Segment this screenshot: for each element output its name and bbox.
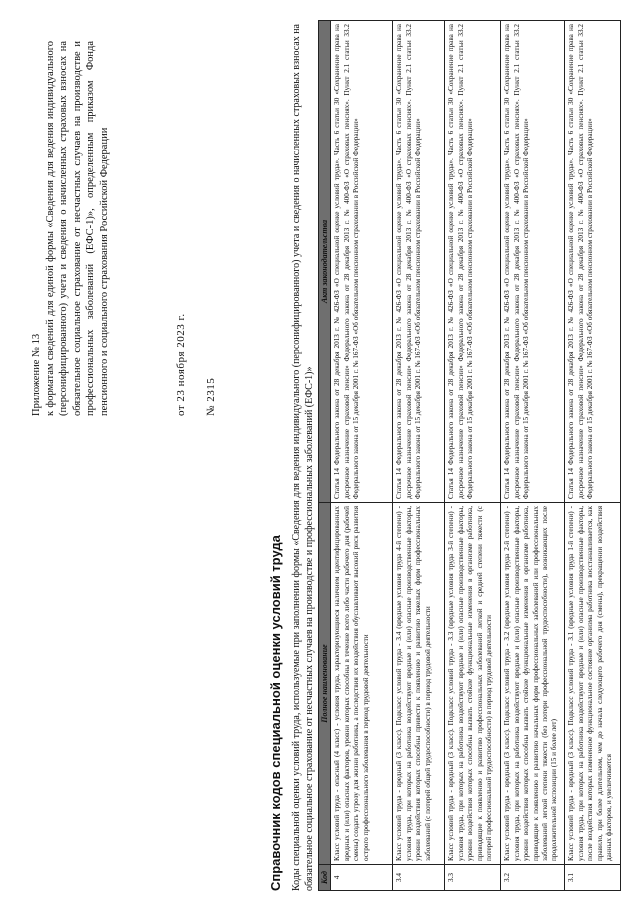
column-header-code: Код <box>319 865 331 891</box>
column-header-name: Полное наименование <box>319 503 331 865</box>
row-name: Класс условий труда - вредный (3 класс). Подкласс условий труда - 3.2 (вредные условия труда 2-й степени) - условия труда, при которых на работника воздействуют вредные и (или) опасные производственные факторы, уровни воздействия которых способны вызвать стойкие функциональные изменения в организме работника, приводящие к появлению и развитию начальных форм профессиональных заболеваний или профессиональных заболеваний легкой степени тяжести (без потери профессиональной трудоспособности), возникающих после продолжительной экспозиции (15 и более лет) <box>501 503 565 865</box>
appendix-label: Приложение № 13 <box>31 333 42 416</box>
row-code: 3.1 <box>565 865 621 891</box>
row-legal: Статья 14 Федерального закона от 28 декабря 2013 г. № 426-ФЗ «О специальной оценке условий труда». Часть 6 статьи 30 «Сохранение права на досрочное назначение страховой пенсии» Федерального закона от 28 декабря 2013 г. № 400-ФЗ «О страховых пенсиях». Пункт 2.1 статьи 33.2 Федерального закона от 15 декабря 2001 г. № 167-ФЗ «Об обязательном пенсионном страховании в Российской Федерации» <box>393 21 445 503</box>
table-row <box>501 21 565 891</box>
row-legal: Статья 14 Федерального закона от 28 декабря 2013 г. № 426-ФЗ «О специальной оценке условий труда». Часть 6 статьи 30 «Сохранение права на досрочное назначение страховой пенсии» Федерального закона от 28 декабря 2013 г. № 400-ФЗ «О страховых пенсиях». Пункт 2.1 статьи 33.2 Федерального закона от 15 декабря 2001 г. № 167-ФЗ «Об обязательном пенсионном страховании в Российской Федерации» <box>501 21 565 503</box>
table-row <box>445 21 501 891</box>
row-code: 3.4 <box>393 865 445 891</box>
page-intro: Коды специальной оценки условий труда, используемые при заполнении формы «Сведения для ведения индивидуального (персонифицированного) учета и сведения о начисленных страховых взносах на обязательное социальное страхование от несчастных случаев на производстве и профессиональных заболеваний (ЕФС-1)» <box>291 24 315 891</box>
row-code: 4 <box>331 865 393 891</box>
table-header-row <box>319 21 331 891</box>
appendix-text: к форматам сведений для единой формы «Сведения для ведения индивидуального (персонифицированного) учета и сведения о начисленных страховых взносах на обязательное социальное страхование от несчастных случаев на производстве и профессиональных заболеваний (ЕФС-1)», определенным приказом Фонда пенсионного и социального страхования Российской Федерации <box>44 41 110 416</box>
order-date: от 23 ноября 2023 г. <box>175 313 187 416</box>
column-header-legal: Акт законодательства <box>319 21 331 503</box>
row-code: 3.2 <box>501 865 565 891</box>
row-name: Класс условий труда - опасный (4 класс) - условия труда, характеризующиеся наличием идентифицированных вредных и (или) опасных факторов, уровни которых способны в течение всего либо части рабочего дня (рабочей смены) создать угрозу для жизни работника, а последствия их воздействия обуславливают высокий риск развития острого профессионального заболевания в период трудовой деятельности <box>331 503 393 865</box>
row-legal: Статья 14 Федерального закона от 28 декабря 2013 г. № 426-ФЗ «О специальной оценке условий труда». Часть 6 статьи 30 «Сохранение права на досрочное назначение страховой пенсии» Федерального закона от 28 декабря 2013 г. № 400-ФЗ «О страховых пенсиях». Пункт 2.1 статьи 33.2 Федерального закона от 15 декабря 2001 г. № 167-ФЗ «Об обязательном пенсионном страховании в Российской Федерации» <box>445 21 501 503</box>
row-name: Класс условий труда - вредный (3 класс). Подкласс условий труда - 3.3 (вредные условия труда 3-й степени) - условия труда, при которых на работника воздействуют вредные и (или) опасные производственные факторы, уровни воздействия которых способны вызвать стойкие функциональные изменения в организме работника, приводящие к появлению и развитию профессиональных заболеваний легкой и средней степени тяжести (с потерей профессиональной трудоспособности) в период трудовой деятельности <box>445 503 501 865</box>
order-number: № 2315 <box>205 377 217 416</box>
page-title: Справочник кодов специальной оценки условий труда <box>268 535 283 891</box>
table-row <box>331 21 393 891</box>
appendix-header <box>30 41 112 416</box>
row-name: Класс условий труда - вредный (3 класс). Подкласс условий труда - 3.1 (вредные условия труда 1-й степени) - условия труда, при которых на работника воздействуют вредные и (или) опасные производственные факторы, после воздействия которых измененное функциональное состояние организма работника восстанавливается, как правило, при более длительном, чем до начала следующего рабочего дня (смены), прекращении воздействия данных факторов, и увеличивается <box>565 503 621 865</box>
table-row <box>393 21 445 891</box>
row-legal: Статья 14 Федерального закона от 28 декабря 2013 г. № 426-ФЗ «О специальной оценке условий труда». Часть 6 статьи 30 «Сохранение права на досрочное назначение страховой пенсии» Федерального закона от 28 декабря 2013 г. № 400-ФЗ «О страховых пенсиях». Пункт 2.1 статьи 33.2 Федерального закона от 15 декабря 2001 г. № 167-ФЗ «Об обязательном пенсионном страховании в Российской Федерации» <box>331 21 393 503</box>
row-code: 3.3 <box>445 865 501 891</box>
codes-table <box>318 20 621 891</box>
table-row <box>565 21 621 891</box>
row-name: Класс условий труда - вредный (3 класс). Подкласс условий труда - 3.4 (вредные условия труда 4-й степени) - условия труда, при которых на работника воздействуют вредные и (или) опасные производственные факторы, уровни воздействия которых способны привести к появлению и развитию тяжелых форм профессиональных заболеваний (с потерей общей трудоспособности) в период трудовой деятельности <box>393 503 445 865</box>
row-legal: Статья 14 Федерального закона от 28 декабря 2013 г. № 426-ФЗ «О специальной оценке условий труда». Часть 6 статьи 30 «Сохранение права на досрочное назначение страховой пенсии» Федерального закона от 28 декабря 2013 г. № 400-ФЗ «О страховых пенсиях». Пункт 2.1 статьи 33.2 Федерального закона от 15 декабря 2001 г. № 167-ФЗ «Об обязательном пенсионном страховании в Российской Федерации» <box>565 21 621 503</box>
